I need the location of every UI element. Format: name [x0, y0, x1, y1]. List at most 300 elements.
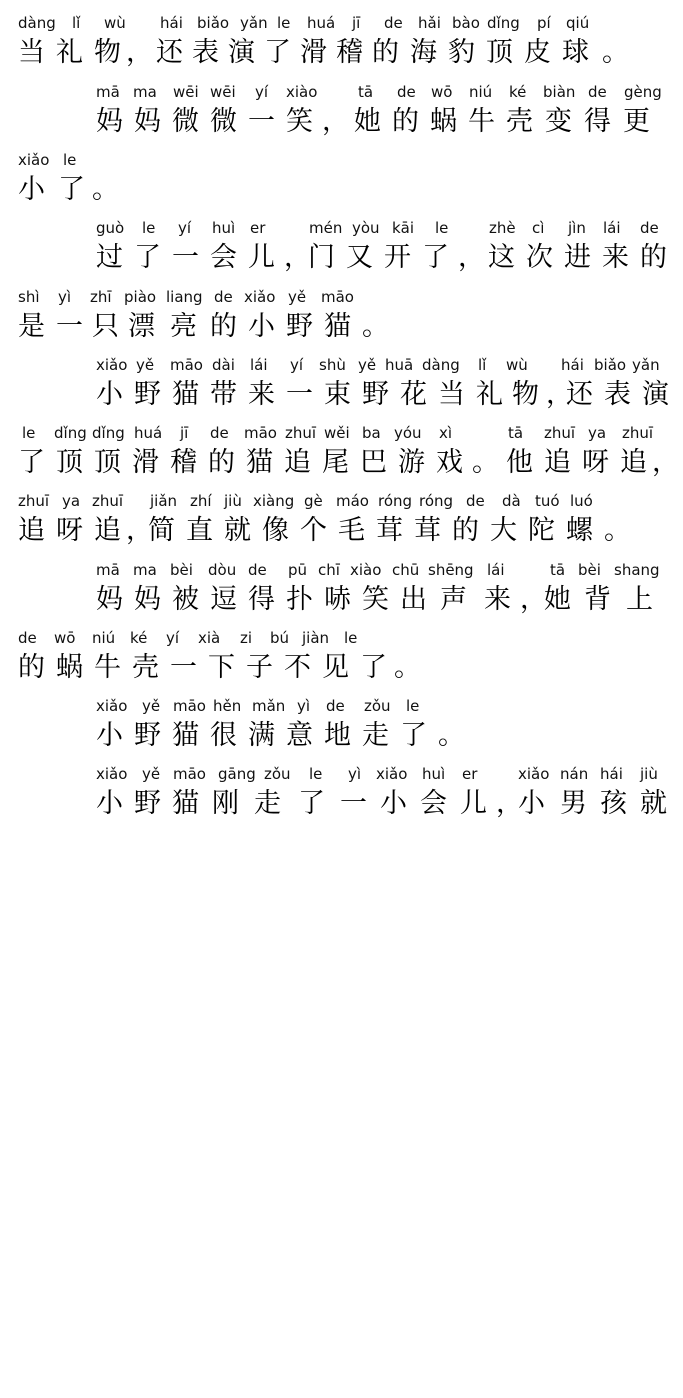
pinyin-syllable: shēng	[428, 561, 474, 579]
hanzi-char: 蜗	[430, 106, 457, 137]
pinyin-syllable: yě	[142, 697, 161, 715]
pinyin-syllable: pū	[288, 561, 308, 579]
hanzi-char: 儿	[248, 242, 275, 273]
hanzi-char: 野	[362, 379, 389, 410]
pinyin-syllable: máo	[336, 492, 369, 510]
pinyin-syllable: hěn	[213, 697, 242, 715]
pinyin-syllable: hái	[600, 765, 623, 783]
pinyin-syllable: liang	[166, 288, 203, 306]
hanzi-char: 得	[584, 106, 611, 137]
pinyin-syllable: ma	[133, 83, 157, 101]
pinyin-syllable: yóu	[394, 424, 422, 442]
pinyin-syllable: de	[466, 492, 485, 510]
hanzi-char: 猫	[172, 720, 199, 751]
pinyin-syllable: xiǎo	[518, 765, 550, 783]
hanzi-char: 了	[298, 788, 325, 819]
hanzi-char: 一	[286, 379, 313, 410]
hanzi-row	[0, 104, 650, 140]
hanzi-char: 漂	[128, 311, 155, 342]
pinyin-syllable: xiào	[350, 561, 382, 579]
pinyin-syllable: zǒu	[364, 697, 391, 715]
hanzi-punct: ，	[126, 515, 153, 546]
text-line-3	[0, 150, 683, 208]
hanzi-char: 次	[526, 242, 553, 273]
pinyin-syllable: hǎi	[418, 14, 441, 32]
pinyin-syllable: guò	[96, 219, 125, 237]
pinyin-syllable: zhuī	[544, 424, 576, 442]
hanzi-char: 顶	[94, 447, 121, 478]
pinyin-syllable: dòu	[208, 561, 237, 579]
pinyin-syllable: mǎn	[252, 697, 286, 715]
hanzi-char: 顶	[486, 37, 513, 68]
pinyin-syllable: xiǎo	[96, 765, 128, 783]
pinyin-row	[0, 628, 358, 648]
hanzi-char: 滑	[300, 37, 327, 68]
pinyin-syllable: gāng	[218, 765, 256, 783]
hanzi-char: 妈	[96, 584, 123, 615]
pinyin-syllable: zhè	[489, 219, 516, 237]
hanzi-char: 戏	[436, 447, 463, 478]
hanzi-char: 一	[56, 311, 83, 342]
hanzi-punct: 。	[438, 720, 465, 751]
hanzi-row	[0, 240, 667, 276]
hanzi-char: 直	[186, 515, 213, 546]
pinyin-syllable: huì	[212, 219, 236, 237]
hanzi-char: 礼	[476, 379, 503, 410]
text-line-9	[0, 560, 683, 618]
pinyin-syllable: xià	[198, 629, 221, 647]
pinyin-row	[0, 150, 77, 170]
hanzi-char: 就	[224, 515, 251, 546]
hanzi-char: 海	[410, 37, 437, 68]
hanzi-char: 妈	[134, 584, 161, 615]
hanzi-char: 物	[94, 37, 121, 68]
hanzi-char: 豹	[448, 37, 475, 68]
pinyin-syllable: jiàn	[302, 629, 330, 647]
hanzi-char: 牛	[94, 652, 121, 683]
pinyin-syllable: gè	[304, 492, 323, 510]
hanzi-char: 还	[566, 379, 593, 410]
pinyin-syllable: ya	[62, 492, 81, 510]
hanzi-row	[0, 35, 629, 71]
pinyin-syllable: gèng	[624, 83, 662, 101]
hanzi-char: 的	[372, 37, 399, 68]
hanzi-char: 野	[134, 720, 161, 751]
pinyin-row	[0, 696, 420, 716]
hanzi-char: 追	[284, 447, 311, 478]
hanzi-row	[0, 172, 119, 208]
text-line-11	[0, 696, 683, 754]
pinyin-syllable: hái	[160, 14, 183, 32]
hanzi-char: 意	[286, 720, 313, 751]
hanzi-char: 上	[626, 584, 653, 615]
hanzi-char: 过	[96, 242, 123, 273]
hanzi-char: 走	[362, 720, 389, 751]
pinyin-syllable: yí	[178, 219, 192, 237]
pinyin-syllable: māo	[170, 356, 203, 374]
pinyin-syllable: wěi	[324, 424, 350, 442]
hanzi-char: 牛	[468, 106, 495, 137]
pinyin-syllable: ké	[130, 629, 148, 647]
hanzi-row	[0, 718, 465, 754]
hanzi-char: 了	[400, 720, 427, 751]
hanzi-char: 妈	[134, 106, 161, 137]
pinyin-syllable: dàng	[422, 356, 460, 374]
hanzi-char: 表	[192, 37, 219, 68]
hanzi-char: 皮	[524, 37, 551, 68]
hanzi-punct: ，	[126, 37, 153, 68]
pinyin-syllable: biǎo	[594, 356, 627, 374]
text-line-2	[0, 82, 683, 140]
pinyin-syllable: yǎn	[240, 14, 268, 32]
hanzi-punct: ，	[546, 379, 573, 410]
hanzi-char: 逗	[210, 584, 237, 615]
hanzi-char: 得	[248, 584, 275, 615]
hanzi-char: 野	[286, 311, 313, 342]
pinyin-syllable: dǐng	[487, 14, 520, 32]
pinyin-syllable: xiàng	[253, 492, 295, 510]
hanzi-char: 了	[360, 652, 387, 683]
pinyin-syllable: er	[462, 765, 478, 783]
pinyin-row	[0, 423, 654, 443]
pinyin-syllable: piào	[124, 288, 157, 306]
hanzi-char: 游	[398, 447, 425, 478]
pinyin-syllable: shì	[18, 288, 40, 306]
hanzi-char: 茸	[414, 515, 441, 546]
pinyin-row	[0, 764, 658, 784]
hanzi-char: 小	[518, 788, 545, 819]
pinyin-syllable: dǐng	[54, 424, 87, 442]
pinyin-syllable: jiù	[640, 765, 658, 783]
pinyin-syllable: biàn	[543, 83, 576, 101]
pinyin-syllable: yǎn	[632, 356, 660, 374]
pinyin-row	[0, 82, 662, 102]
hanzi-char: 来	[484, 584, 511, 615]
hanzi-char: 螺	[566, 515, 593, 546]
pinyin-syllable: xiǎo	[18, 151, 50, 169]
hanzi-punct: 。	[92, 174, 119, 205]
pinyin-syllable: dàng	[18, 14, 56, 32]
hanzi-char: 她	[544, 584, 571, 615]
hanzi-char: 笑	[286, 106, 313, 137]
pinyin-syllable: mā	[96, 561, 120, 579]
hanzi-char: 地	[324, 720, 351, 751]
hanzi-char: 演	[228, 37, 255, 68]
pinyin-syllable: lǐ	[478, 356, 487, 374]
hanzi-char: 走	[254, 788, 281, 819]
hanzi-char: 像	[262, 515, 289, 546]
hanzi-char: 尾	[322, 447, 349, 478]
hanzi-row	[0, 513, 631, 549]
hanzi-char: 稽	[336, 37, 363, 68]
hanzi-row	[0, 786, 667, 822]
hanzi-char: 追	[544, 447, 571, 478]
hanzi-char: 微	[172, 106, 199, 137]
hanzi-punct: ，	[496, 788, 523, 819]
hanzi-char: 壳	[132, 652, 159, 683]
hanzi-char: 野	[134, 379, 161, 410]
hanzi-punct: ，	[322, 106, 349, 137]
hanzi-char: 的	[18, 652, 45, 683]
text-line-8	[0, 491, 683, 549]
hanzi-char: 这	[488, 242, 515, 273]
hanzi-char: 还	[156, 37, 183, 68]
hanzi-char: 微	[210, 106, 237, 137]
hanzi-punct: 。	[362, 311, 389, 342]
hanzi-char: 的	[452, 515, 479, 546]
pinyin-syllable: le	[142, 219, 156, 237]
pinyin-syllable: zǒu	[264, 765, 291, 783]
hanzi-char: 小	[248, 311, 275, 342]
hanzi-char: 会	[420, 788, 447, 819]
hanzi-punct: 。	[472, 447, 499, 478]
text-line-4	[0, 218, 683, 276]
text-line-10	[0, 628, 683, 686]
hanzi-char: 的	[208, 447, 235, 478]
hanzi-char: 了	[134, 242, 161, 273]
pinyin-syllable: cì	[532, 219, 545, 237]
hanzi-char: 一	[340, 788, 367, 819]
hanzi-char: 个	[300, 515, 327, 546]
pinyin-syllable: niú	[92, 629, 116, 647]
hanzi-char: 球	[562, 37, 589, 68]
pinyin-syllable: yí	[255, 83, 269, 101]
pinyin-syllable: lǐ	[72, 14, 81, 32]
pinyin-syllable: de	[18, 629, 37, 647]
pinyin-syllable: nán	[560, 765, 589, 783]
hanzi-char: 了	[18, 447, 45, 478]
pinyin-row	[0, 218, 659, 238]
pinyin-syllable: tā	[508, 424, 524, 442]
pinyin-syllable: er	[250, 219, 266, 237]
pinyin-syllable: jiù	[224, 492, 242, 510]
hanzi-punct: 。	[394, 652, 421, 683]
pinyin-syllable: de	[588, 83, 607, 101]
pinyin-syllable: le	[277, 14, 291, 32]
hanzi-row	[0, 377, 669, 413]
hanzi-punct: ，	[284, 242, 311, 273]
hanzi-char: 野	[134, 788, 161, 819]
pinyin-syllable: le	[309, 765, 323, 783]
hanzi-char: 礼	[56, 37, 83, 68]
hanzi-char: 变	[545, 106, 572, 137]
pinyin-syllable: tuó	[535, 492, 560, 510]
pinyin-syllable: yì	[297, 697, 311, 715]
pinyin-syllable: pí	[537, 14, 551, 32]
pinyin-syllable: xiǎo	[244, 288, 276, 306]
hanzi-char: 毛	[338, 515, 365, 546]
pinyin-syllable: de	[397, 83, 416, 101]
hanzi-char: 物	[512, 379, 539, 410]
hanzi-char: 她	[354, 106, 381, 137]
hanzi-char: 扑	[286, 584, 313, 615]
pinyin-syllable: shù	[319, 356, 346, 374]
hanzi-char: 猫	[172, 379, 199, 410]
pinyin-syllable: bào	[452, 14, 480, 32]
hanzi-char: 了	[58, 174, 85, 205]
hanzi-char: 被	[172, 584, 199, 615]
pinyin-syllable: ké	[509, 83, 527, 101]
pinyin-syllable: yí	[290, 356, 304, 374]
pinyin-syllable: de	[210, 424, 229, 442]
pinyin-syllable: de	[248, 561, 267, 579]
text-line-7	[0, 423, 683, 481]
hanzi-char: 花	[400, 379, 427, 410]
hanzi-char: 儿	[460, 788, 487, 819]
hanzi-char: 笑	[362, 584, 389, 615]
pinyin-syllable: xì	[439, 424, 453, 442]
pinyin-syllable: wō	[431, 83, 453, 101]
pinyin-syllable: lái	[487, 561, 505, 579]
pinyin-syllable: qiú	[566, 14, 590, 32]
pinyin-syllable: yě	[142, 765, 161, 783]
pinyin-syllable: jìn	[568, 219, 586, 237]
hanzi-char: 的	[640, 242, 667, 273]
hanzi-char: 来	[248, 379, 275, 410]
pinyin-syllable: yì	[58, 288, 72, 306]
hanzi-char: 的	[392, 106, 419, 137]
pinyin-syllable: ma	[133, 561, 157, 579]
pinyin-syllable: shang	[614, 561, 660, 579]
pinyin-syllable: bú	[270, 629, 290, 647]
hanzi-row	[0, 582, 653, 618]
pinyin-syllable: de	[326, 697, 345, 715]
hanzi-char: 开	[384, 242, 411, 273]
pinyin-syllable: le	[406, 697, 420, 715]
hanzi-char: 一	[172, 242, 199, 273]
hanzi-char: 很	[210, 720, 237, 751]
hanzi-punct: ，	[458, 242, 485, 273]
hanzi-char: 小	[96, 379, 123, 410]
pinyin-syllable: jī	[352, 14, 361, 32]
hanzi-char: 见	[322, 652, 349, 683]
hanzi-char: 又	[346, 242, 373, 273]
pinyin-syllable: xiǎo	[96, 356, 128, 374]
pinyin-row	[0, 560, 660, 580]
hanzi-char: 刚	[212, 788, 239, 819]
hanzi-char: 滑	[132, 447, 159, 478]
hanzi-char: 声	[440, 584, 467, 615]
pinyin-syllable: dǐng	[92, 424, 125, 442]
hanzi-char: 了	[264, 37, 291, 68]
hanzi-char: 呀	[582, 447, 609, 478]
hanzi-char: 茸	[376, 515, 403, 546]
hanzi-char: 演	[642, 379, 669, 410]
hanzi-char: 亮	[170, 311, 197, 342]
hanzi-char: 他	[506, 447, 533, 478]
pinyin-syllable: hái	[561, 356, 584, 374]
pinyin-syllable: yě	[358, 356, 377, 374]
hanzi-char: 蜗	[56, 652, 83, 683]
hanzi-char: 下	[208, 652, 235, 683]
hanzi-char: 当	[18, 37, 45, 68]
hanzi-char: 了	[422, 242, 449, 273]
pinyin-syllable: wēi	[173, 83, 199, 101]
pinyin-syllable: de	[214, 288, 233, 306]
pinyin-syllable: ba	[362, 424, 381, 442]
hanzi-char: 带	[210, 379, 237, 410]
pinyin-syllable: māo	[173, 765, 206, 783]
pinyin-row	[0, 13, 590, 33]
hanzi-char: 一	[170, 652, 197, 683]
pinyin-syllable: niú	[469, 83, 493, 101]
hanzi-char: 不	[284, 652, 311, 683]
text-line-5	[0, 287, 683, 345]
pinyin-syllable: bèi	[170, 561, 193, 579]
pinyin-row	[0, 287, 354, 307]
hanzi-row	[0, 445, 679, 481]
hanzi-punct: ，	[652, 447, 679, 478]
hanzi-char: 束	[324, 379, 351, 410]
pinyin-syllable: de	[384, 14, 403, 32]
hanzi-char: 男	[560, 788, 587, 819]
pinyin-syllable: tā	[358, 83, 374, 101]
pinyin-syllable: wō	[54, 629, 76, 647]
hanzi-punct: 。	[602, 37, 629, 68]
pinyin-syllable: chī	[318, 561, 340, 579]
pinyin-syllable: xiào	[286, 83, 318, 101]
pinyin-syllable: jiǎn	[150, 492, 178, 510]
pinyin-syllable: wù	[104, 14, 126, 32]
hanzi-punct: 。	[604, 515, 631, 546]
pinyin-syllable: yì	[348, 765, 362, 783]
hanzi-char: 妈	[96, 106, 123, 137]
pinyin-syllable: bèi	[578, 561, 601, 579]
text-line-6	[0, 355, 683, 413]
pinyin-syllable: zhuī	[622, 424, 654, 442]
pinyin-row	[0, 355, 660, 375]
hanzi-char: 就	[640, 788, 667, 819]
pinyin-syllable: wēi	[210, 83, 236, 101]
text-line-12	[0, 764, 683, 822]
hanzi-char: 背	[584, 584, 611, 615]
pinyin-syllable: xiǎo	[376, 765, 408, 783]
hanzi-char: 巴	[360, 447, 387, 478]
hanzi-char: 满	[248, 720, 275, 751]
pinyin-syllable: zhí	[190, 492, 212, 510]
pinyin-syllable: yòu	[352, 219, 380, 237]
pinyin-syllable: chū	[392, 561, 420, 579]
pinyin-syllable: māo	[244, 424, 277, 442]
pinyin-syllable: jī	[180, 424, 189, 442]
hanzi-char: 追	[620, 447, 647, 478]
hanzi-char: 小	[96, 788, 123, 819]
hanzi-char: 出	[400, 584, 427, 615]
hanzi-char: 更	[623, 106, 650, 137]
pinyin-syllable: zi	[240, 629, 253, 647]
hanzi-char: 当	[438, 379, 465, 410]
hanzi-char: 一	[248, 106, 275, 137]
pinyin-syllable: huá	[134, 424, 163, 442]
pinyin-syllable: tā	[550, 561, 566, 579]
hanzi-char: 大	[490, 515, 517, 546]
pinyin-syllable: le	[63, 151, 77, 169]
pinyin-syllable: le	[22, 424, 36, 442]
pinyin-syllable: māo	[173, 697, 206, 715]
pinyin-syllable: mā	[96, 83, 120, 101]
hanzi-char: 门	[308, 242, 335, 273]
hanzi-char: 孩	[600, 788, 627, 819]
hanzi-char: 来	[602, 242, 629, 273]
pinyin-syllable: yě	[136, 356, 155, 374]
hanzi-char: 陀	[528, 515, 555, 546]
hanzi-char: 稽	[170, 447, 197, 478]
hanzi-char: 顶	[56, 447, 83, 478]
pinyin-syllable: de	[640, 219, 659, 237]
pinyin-syllable: yí	[166, 629, 180, 647]
pinyin-syllable: mén	[309, 219, 343, 237]
hanzi-char: 追	[18, 515, 45, 546]
